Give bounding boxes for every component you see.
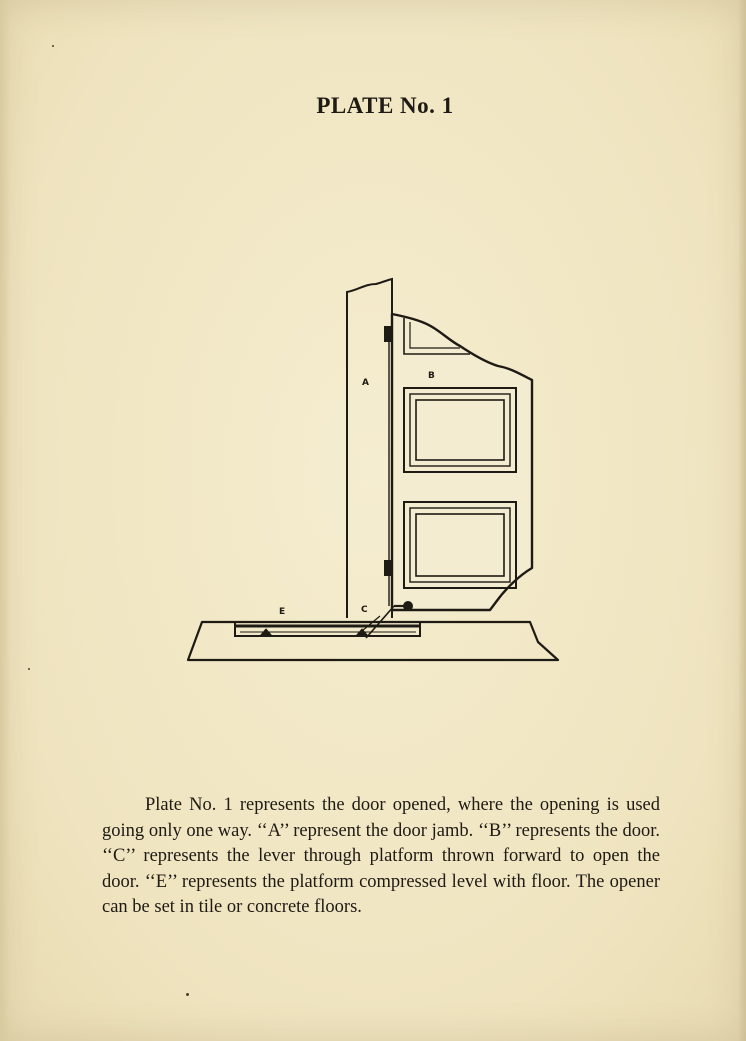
paper-speck (186, 993, 189, 996)
upper-hinge (384, 326, 392, 342)
plate-caption (102, 793, 660, 921)
floor-slab (188, 622, 558, 660)
plate-title: PLATE No. 1 (316, 93, 454, 118)
page-right-edge (738, 0, 746, 1041)
lower-hinge (384, 560, 392, 576)
caption-paragraph: Plate No. 1 represents the door opened, where the opening is used going only one way. ‘‘A’’ represent the door jamb. ‘‘B’’ represents the door. ‘‘C’’ represents the lever through platform thrown forward to open the door. ‘‘E’’ represents the platform compressed level with floor. The opener can be set in tile or concrete floors. (102, 795, 660, 917)
label-a: A (362, 378, 369, 388)
paper-speck (28, 668, 30, 670)
page-left-edge (0, 0, 10, 1041)
label-e: E (279, 607, 286, 617)
lever-knob (403, 601, 413, 611)
door-opener-diagram (180, 270, 570, 670)
label-b: B (428, 371, 435, 381)
label-c: C (361, 605, 368, 615)
door-outline (392, 314, 532, 610)
paper-speck (52, 45, 54, 47)
